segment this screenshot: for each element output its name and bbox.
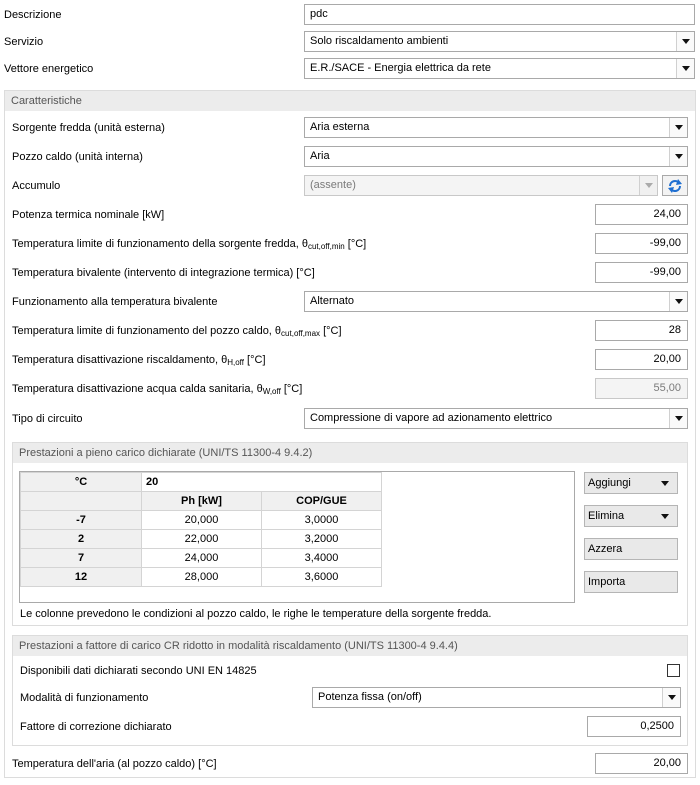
prestazioni-pieno-title: Prestazioni a pieno carico dichiarate (UNI/TS 11300-4 9.4.2) <box>13 443 687 463</box>
tlim-pozzo-label: Temperatura limite di funzionamento del pozzo caldo, $\theta_{cut,off,max}$ [°C] <box>12 325 342 338</box>
aggiungi-label: Aggiungi <box>588 477 631 489</box>
tdis-acs-input[interactable]: 55,00 <box>595 378 688 399</box>
accumulo-select[interactable] <box>304 175 658 196</box>
sorgente-select[interactable] <box>304 117 688 138</box>
tdis-risc-label: Temperatura disattivazione riscaldamento, $\theta_{H,off}$ [°C] <box>12 354 266 367</box>
sorgente-label: Sorgente fredda (unità esterna) <box>12 122 165 134</box>
chevron-down-icon[interactable] <box>676 59 694 78</box>
modalita-value: Potenza fissa (on/off) <box>318 691 422 703</box>
chevron-down-icon[interactable] <box>669 409 687 428</box>
modalita-select[interactable] <box>312 687 681 708</box>
servizio-select[interactable] <box>304 31 695 52</box>
prestazioni-cr-title: Prestazioni a fattore di carico CR ridotto in modalità riscaldamento (UNI/TS 11300-4 9.4.4) <box>13 636 687 656</box>
table-row <box>21 549 382 568</box>
tdis-acs-label: Temperatura disattivazione acqua calda sanitaria, $\theta_{W,off}$ [°C] <box>12 383 303 396</box>
corner-cell: °C <box>21 473 142 492</box>
descrizione-input[interactable]: pdc <box>304 4 695 25</box>
disponibili-label: Disponibili dati dichiarati secondo UNI EN 14825 <box>20 665 257 677</box>
elimina-label: Elimina <box>588 510 625 522</box>
caratteristiche-title: Caratteristiche <box>5 91 695 111</box>
cop-cell[interactable]: 3,4000 <box>262 549 382 568</box>
table-note: Le colonne prevedono le condizioni al pozzo caldo, le righe le temperature della sorgente fredda. <box>20 608 492 620</box>
table-row <box>21 530 382 549</box>
cop-cell[interactable]: 3,6000 <box>262 568 382 587</box>
row-temp-cell[interactable]: 7 <box>21 549 142 568</box>
pozzo-value: Aria <box>310 150 330 162</box>
chevron-down-icon[interactable] <box>669 147 687 166</box>
table-row <box>21 511 382 530</box>
tlim-sorgente-input[interactable]: -99,00 <box>595 233 688 254</box>
ph-cell[interactable]: 24,000 <box>142 549 262 568</box>
prestazioni-table <box>20 472 382 587</box>
col-ph-header: Ph [kW] <box>142 492 262 511</box>
servizio-label: Servizio <box>4 36 44 48</box>
vettore-value: E.R./SACE - Energia elettrica da rete <box>310 62 491 74</box>
taria-input[interactable]: 20,00 <box>595 753 688 774</box>
cop-cell[interactable]: 3,0000 <box>262 511 382 530</box>
taria-label: Temperatura dell'aria (al pozzo caldo) [°C] <box>12 758 217 770</box>
modalita-label: Modalità di funzionamento <box>20 692 149 704</box>
aggiungi-button[interactable] <box>584 472 678 494</box>
pozzo-temp-cell[interactable]: 20 <box>142 473 382 492</box>
potenza-input[interactable]: 24,00 <box>595 204 688 225</box>
ph-cell[interactable]: 22,000 <box>142 530 262 549</box>
chevron-down-icon <box>661 481 669 486</box>
accumulo-label: Accumulo <box>12 180 61 192</box>
pozzo-label: Pozzo caldo (unità interna) <box>12 151 143 163</box>
importa-button[interactable]: Importa <box>584 571 678 593</box>
tbivalente-input[interactable]: -99,00 <box>595 262 688 283</box>
cop-cell[interactable]: 3,2000 <box>262 530 382 549</box>
chevron-down-icon[interactable] <box>639 176 657 195</box>
funz-bivalente-value: Alternato <box>310 295 355 307</box>
accumulo-value: (assente) <box>310 179 356 191</box>
row-temp-cell[interactable]: 12 <box>21 568 142 587</box>
prestazioni-table-frame <box>19 471 575 603</box>
vettore-label: Vettore energetico <box>4 63 94 75</box>
tlim-sorgente-label: Temperatura limite di funzionamento della sorgente fredda, $\theta_{cut,off,min}$ [°C] <box>12 238 367 251</box>
servizio-value: Solo riscaldamento ambienti <box>310 35 449 47</box>
refresh-icon <box>663 176 687 195</box>
vettore-select[interactable] <box>304 58 695 79</box>
ph-cell[interactable]: 28,000 <box>142 568 262 587</box>
descrizione-label: Descrizione <box>4 9 62 21</box>
row-temp-cell[interactable]: -7 <box>21 511 142 530</box>
funz-bivalente-label: Funzionamento alla temperatura bivalente <box>12 296 218 308</box>
ph-cell[interactable]: 20,000 <box>142 511 262 530</box>
fattore-input[interactable]: 0,2500 <box>587 716 681 737</box>
chevron-down-icon[interactable] <box>669 292 687 311</box>
pozzo-select[interactable] <box>304 146 688 167</box>
tbivalente-label: Temperatura bivalente (intervento di integrazione termica) [°C] <box>12 267 315 279</box>
fattore-label: Fattore di correzione dichiarato <box>20 721 172 733</box>
tdis-risc-input[interactable]: 20,00 <box>595 349 688 370</box>
tlim-pozzo-input[interactable]: 28 <box>595 320 688 341</box>
azzera-button[interactable]: Azzera <box>584 538 678 560</box>
chevron-down-icon[interactable] <box>676 32 694 51</box>
circuito-select[interactable] <box>304 408 688 429</box>
table-row <box>21 568 382 587</box>
chevron-down-icon[interactable] <box>669 118 687 137</box>
circuito-value: Compressione di vapore ad azionamento elettrico <box>310 412 553 424</box>
potenza-label: Potenza termica nominale [kW] <box>12 209 165 221</box>
chevron-down-icon <box>661 514 669 519</box>
col-cop-header: COP/GUE <box>262 492 382 511</box>
sorgente-value: Aria esterna <box>310 121 370 133</box>
circuito-label: Tipo di circuito <box>12 413 83 425</box>
funz-bivalente-select[interactable] <box>304 291 688 312</box>
chevron-down-icon[interactable] <box>662 688 680 707</box>
refresh-button[interactable] <box>662 175 688 196</box>
empty-header-cell <box>21 492 142 511</box>
row-temp-cell[interactable]: 2 <box>21 530 142 549</box>
elimina-button[interactable] <box>584 505 678 527</box>
disponibili-checkbox[interactable] <box>667 664 680 677</box>
